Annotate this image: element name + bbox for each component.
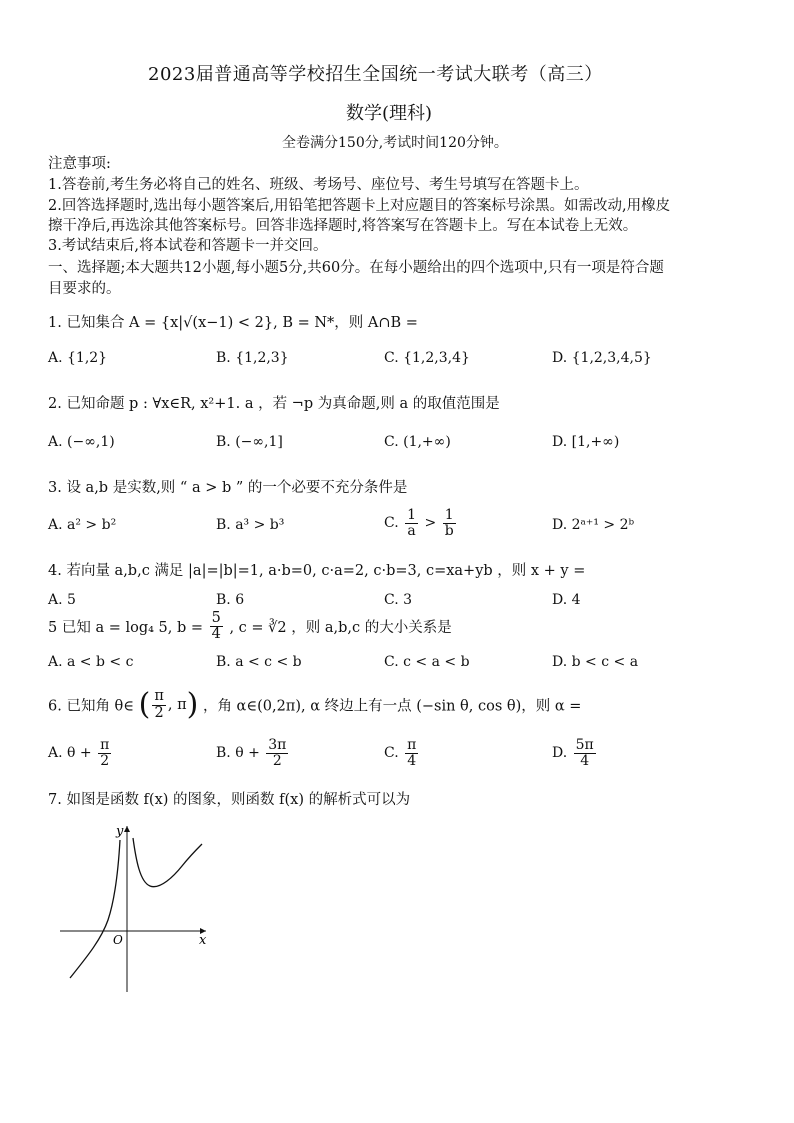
fraction xyxy=(98,738,111,768)
question-6-option-c xyxy=(384,738,420,768)
question-6-stem xyxy=(48,685,581,725)
question-3-option-a: A. a² > b² xyxy=(48,517,117,533)
question-3-option-b: B. a³ > b³ xyxy=(216,517,285,533)
curve-left-branch xyxy=(70,840,120,978)
fraction-denominator: 2 xyxy=(154,704,164,721)
question-4-stem: 4. 若向量 a,b,c 满足 |a|=|b|=1, a·b=0, c·a=2, c·b=3, c=xa+yb ，则 x + y = xyxy=(48,563,586,579)
question-1-option-d: D. {1,2,3,4,5} xyxy=(552,350,652,366)
fraction xyxy=(443,508,456,538)
interval-end: , π xyxy=(167,697,187,713)
fraction xyxy=(152,689,166,720)
question-2-option-b: B. (−∞,1] xyxy=(216,434,283,450)
question-5-stem xyxy=(48,611,452,642)
question-1-stem: 1. 已知集合 A = {x|√(x−1) < 2}, B = N*，则 A∩B = xyxy=(48,315,418,331)
question-5-option-a: A. a < b < c xyxy=(48,654,134,670)
fraction-numerator: π xyxy=(154,688,164,705)
y-axis-label: y xyxy=(116,824,124,839)
greater-than: > xyxy=(424,515,437,532)
exam-title: 2023届普通高等学校招生全国统一考试大联考（高三） xyxy=(148,64,603,85)
option-label: D. xyxy=(552,745,568,762)
fraction xyxy=(210,611,223,642)
question-3-stem: 3. 设 a,b 是实数,则 “ a > b ” 的一个必要不充分条件是 xyxy=(48,480,408,496)
question-4-option-d: D. 4 xyxy=(552,592,581,608)
fraction xyxy=(405,738,418,768)
fraction-numerator: 1 xyxy=(407,507,417,523)
fraction-denominator: b xyxy=(444,522,454,539)
question-2-stem: 2. 已知命题 p : ∀x∈R, x²+1. a ，若 ¬p 为真命题,则 a 的取值范围是 xyxy=(48,396,500,412)
question-1-option-b: B. {1,2,3} xyxy=(216,350,289,366)
question-4-option-c: C. 3 xyxy=(384,592,413,608)
option-label: C. xyxy=(384,745,399,762)
section-instructions: 一、选择题;本大题共12小题,每小题5分,共60分。在每小题给出的四个选项中,只有一项是符合题 xyxy=(48,260,664,276)
question-2-option-a: A. (−∞,1) xyxy=(48,434,115,450)
paren-close: ) xyxy=(186,687,199,722)
question-6-option-b xyxy=(216,738,290,768)
exam-info: 全卷满分150分,考试时间120分钟。 xyxy=(282,135,508,151)
fraction-numerator: π xyxy=(100,737,110,753)
question-5-option-b: B. a < c < b xyxy=(216,654,302,670)
curve-right-branch xyxy=(133,838,202,887)
question-7-stem: 7. 如图是函数 f(x) 的图象，则函数 f(x) 的解析式可以为 xyxy=(48,792,411,808)
note-item: 1.答卷前,考生务必将自己的姓名、班级、考场号、座位号、考生号填写在答题卡上。 xyxy=(48,177,589,193)
question-4-option-b: B. 6 xyxy=(216,592,245,608)
note-item: 3.考试结束后,将本试卷和答题卡一并交回。 xyxy=(48,238,328,254)
question-5-option-d: D. b < c < a xyxy=(552,654,639,670)
note-item: 擦干净后,再选涂其他答案标号。回答非选择题时,将答案写在答题卡上。写在本试卷上无效。 xyxy=(48,218,638,234)
option-label: C. xyxy=(384,515,399,532)
question-6-option-a xyxy=(48,738,113,768)
fraction-denominator: 4 xyxy=(211,626,221,643)
option-label: B. θ + xyxy=(216,745,260,762)
fraction-denominator: 2 xyxy=(272,752,282,769)
stem-text: ，角 α∈(0,2π), α 终边上有一点 (−sin θ, cos θ)，则 α = xyxy=(202,698,582,715)
fraction-denominator: a xyxy=(407,522,416,539)
fraction xyxy=(574,738,596,768)
section-instructions-cont: 目要求的。 xyxy=(48,281,121,297)
fraction xyxy=(405,508,418,538)
question-3-option-d: D. 2ᵃ⁺¹ > 2ᵇ xyxy=(552,517,635,533)
fraction xyxy=(266,738,288,768)
paren-open: ( xyxy=(138,687,151,722)
function-graph-figure xyxy=(56,820,216,995)
exam-subject: 数学(理科) xyxy=(346,103,433,124)
fraction-denominator: 4 xyxy=(580,752,590,769)
fraction-numerator: 3π xyxy=(268,737,287,753)
note-item: 2.回答选择题时,选出每小题答案后,用铅笔把答题卡上对应题目的答案标号涂黑。如需改动,用橡皮 xyxy=(48,198,671,214)
fraction-numerator: π xyxy=(407,737,417,753)
question-5-option-c: C. c < a < b xyxy=(384,654,470,670)
fraction-denominator: 4 xyxy=(407,752,417,769)
fraction-denominator: 2 xyxy=(100,752,110,769)
option-label: A. θ + xyxy=(48,745,92,762)
origin-label: O xyxy=(113,933,123,947)
fraction-numerator: 1 xyxy=(443,508,456,524)
question-3-option-c xyxy=(384,508,458,538)
stem-text: 5 已知 a = log₄ 5, b = xyxy=(48,620,204,637)
fraction-numerator: 5π xyxy=(575,737,594,753)
question-2-option-c: C. (1,+∞) xyxy=(384,434,451,450)
question-1-option-a: A. {1,2} xyxy=(48,350,108,366)
question-1-option-c: C. {1,2,3,4} xyxy=(384,350,470,366)
fraction-numerator: 5 xyxy=(211,610,221,626)
x-axis-label: x xyxy=(199,933,207,948)
question-2-option-d: D. [1,+∞) xyxy=(552,434,620,450)
notes-heading: 注意事项: xyxy=(48,156,111,172)
stem-text: 6. 已知角 θ∈ xyxy=(48,698,135,715)
question-6-option-d xyxy=(552,738,598,768)
question-4-option-a: A. 5 xyxy=(48,592,76,608)
stem-text: , c = ∛2 ，则 a,b,c 的大小关系是 xyxy=(229,620,452,637)
